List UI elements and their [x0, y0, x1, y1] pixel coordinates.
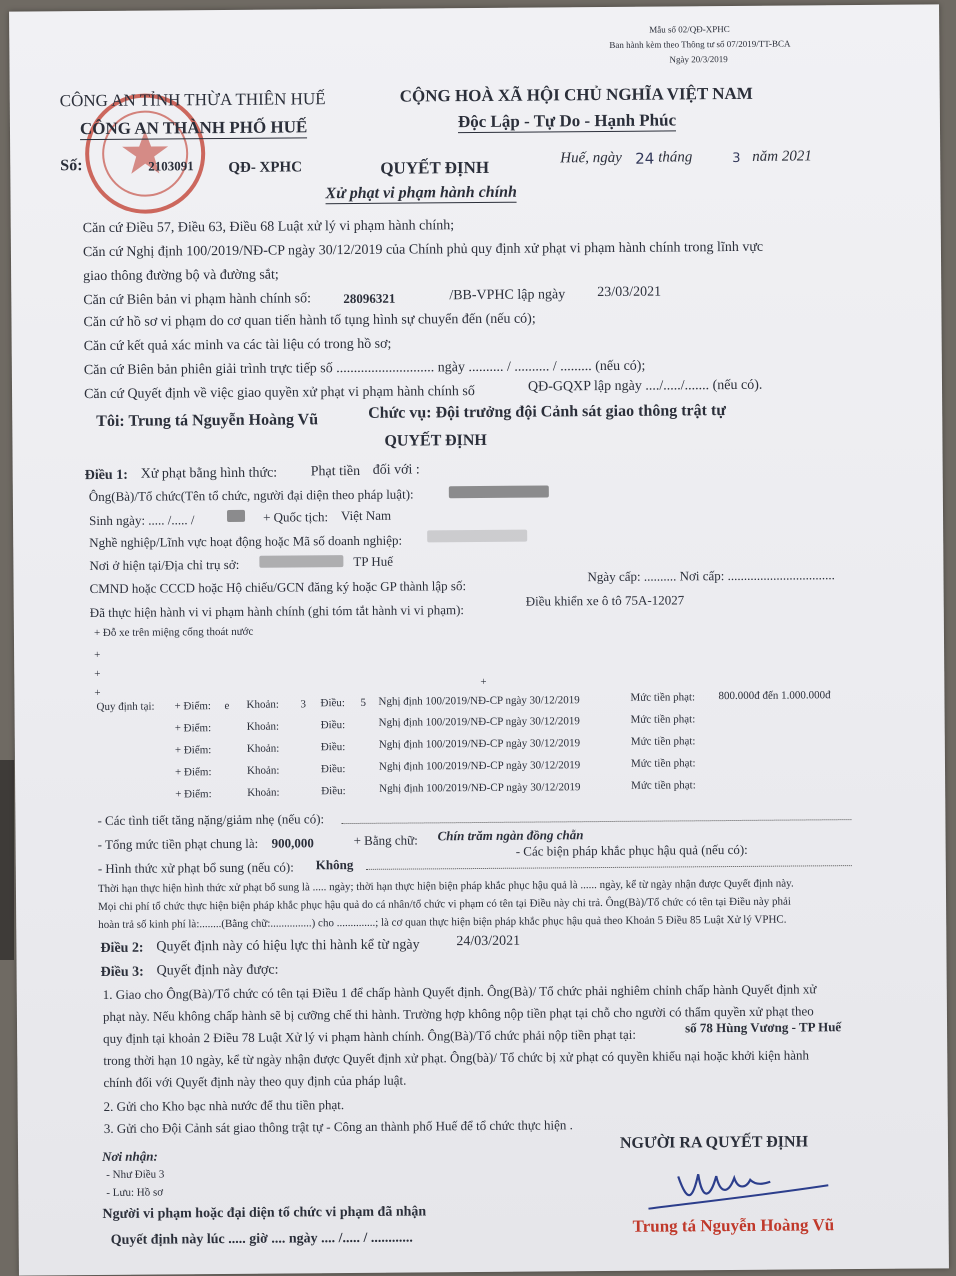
basis-3-label: Căn cứ Biên bản vi phạm hành chính số: [83, 291, 312, 309]
address-city: TP Huế [353, 553, 394, 569]
basis-7a: Căn cứ Quyết định về việc giao quyền xử phạt vi phạm hành chính số [84, 384, 475, 403]
issue-date-line: Ngày cấp: .......... Nơi cấp: ................................. [587, 567, 835, 585]
decide-heading: QUYẾT ĐỊNH [384, 431, 487, 450]
basis-1: Căn cứ Điều 57, Điều 63, Điều 68 Luật xử lý vi phạm hành chính; [82, 218, 455, 237]
date-month-label: tháng [658, 149, 693, 166]
reg-khoan-value: 3 [300, 698, 307, 711]
redacted-address [259, 555, 343, 568]
reg-dieu-label: Điều: [321, 785, 346, 798]
reg-khoan-label: Khoản: [246, 742, 280, 755]
reg-diem-label: + Điểm: [174, 722, 212, 735]
dieu2-text: Quyết định này có hiệu lực thi hành kể từ ngày [156, 937, 420, 955]
reg-dieu-label: Điều: [320, 741, 346, 754]
receipt-line2: Quyết định này lúc ..... giờ .... ngày .... /..... / ............ [110, 1230, 413, 1248]
dieu2-date: 24/03/2021 [456, 933, 521, 950]
so-number: 2103091 [148, 158, 194, 174]
reg-fine-label: Mức tiền phạt: [630, 691, 696, 704]
date-day: 24 [635, 149, 655, 168]
decision-title: QUYẾT ĐỊNH [380, 157, 490, 178]
dieu3-p1b: phạt này. Nếu không chấp hành sẽ bị cưỡng chế thi hành. Trường hợp không nộp tiền phạt tại chỗ cho người có thẩm quyền xử phạt theo [102, 1003, 814, 1024]
dieu3-p2: 2. Gửi cho Kho bạc nhà nước để thu tiền phạt. [103, 1097, 345, 1114]
reg-fine-label: Mức tiền phạt: [630, 735, 696, 748]
violation-item-1: + Đỗ xe trên miệng cống thoát nước [93, 625, 254, 640]
redacted-dob [227, 510, 245, 522]
nationality-value: Việt Nam [340, 507, 392, 524]
recipient-1: - Như Điều 3 [106, 1168, 165, 1181]
dieu3-label: Điều 3: [100, 964, 144, 980]
reg-khoan-label: Khoản: [246, 698, 279, 711]
nation-line2: Độc Lập - Tự Do - Hạnh Phúc [457, 110, 677, 132]
basis-5: Căn cứ kết quả xác minh va các tài liệu có trong hồ sơ; [83, 336, 392, 355]
dieu3-text: Quyết định này được: [156, 962, 279, 979]
small-print-3: hoàn trả số kinh phí là:........(Bằng chữ:...............) cho ..............; là cơ quan thực hiện biện pháp khắc phục hậu quả theo Khoản 5 Điều 85 Luật Xử lý VPHC. [98, 913, 787, 931]
reg-dieu-label: Điều: [320, 697, 345, 710]
basis-4: Căn cứ hồ sơ vi phạm do cơ quan tiến hành tố tụng hình sự chuyển đến (nếu có); [83, 311, 536, 331]
dieu2-label: Điều 2: [100, 940, 144, 956]
extra-value: Không [315, 856, 354, 873]
reg-dieu-label: Điều: [320, 719, 346, 732]
reg-khoan-label: Khoản: [246, 720, 280, 733]
reg-dieu-label: Điều: [320, 763, 346, 776]
dob-label: Sinh ngày: ..... /..... / [88, 512, 195, 529]
violation-item-4: + [94, 686, 101, 700]
reg-decree: Nghị định 100/2019/NĐ-CP ngày 30/12/2019 [378, 715, 580, 729]
reg-fine-value: 800.000đ đến 1.000.000đ [718, 689, 831, 703]
dieu3-p3: 3. Gửi cho Đội Cảnh sát giao thông trật tự - Công an thành phố Huế để tổ chức thực hiện . [103, 1117, 573, 1136]
date-prefix: Huế, ngày [560, 149, 622, 167]
reg-dieu-value: 5 [360, 696, 367, 709]
basis-3-number: 28096321 [343, 290, 396, 307]
reg-decree: Nghị định 100/2019/NĐ-CP ngày 30/12/2019 [378, 737, 581, 751]
redacted-job [427, 530, 527, 543]
so-label: Số: [60, 157, 83, 175]
violation-label: Đã thực hiện hành vi vi phạm hành chính (ghi tóm tắt hành vi vi phạm): [89, 602, 465, 621]
dieu3-p1d: trong thời hạn 10 ngày, kể từ ngày nhận được Quyết định xử phạt. Ông(bà)/ Tổ chức bị xử phạt có quyền khiếu nại hoặc khởi kiện hành [103, 1047, 810, 1068]
signer-title: NGƯỜI RA QUYẾT ĐỊNH [619, 1133, 809, 1152]
nationality-label: + Quốc tịch: [262, 509, 329, 525]
reg-diem-label: + Điểm: [175, 788, 212, 801]
circumstances-label: - Các tình tiết tăng nặng/giảm nhẹ (nếu có): [97, 811, 325, 829]
in-words-label: + Bằng chữ: [353, 832, 418, 848]
person-label: Ông(Bà)/Tổ chức(Tên tổ chức, người đại diện theo pháp luật): [88, 486, 414, 505]
extra-label: - Hình thức xử phạt bổ sung (nếu có): [97, 859, 294, 877]
nation-line1: CỘNG HOÀ XÃ HỘI CHỦ NGHĨA VIỆT NAM [399, 83, 753, 106]
remedy-label: - Các biện pháp khắc phục hậu quả (nếu có): [515, 841, 748, 859]
background-edge-left [0, 760, 14, 960]
dieu1-label: Điều 1: [84, 467, 128, 484]
basis-3-date: 23/03/2021 [597, 284, 662, 301]
reg-decree: Nghị định 100/2019/NĐ-CP ngày 30/12/2019 [379, 781, 581, 795]
job-label: Nghề nghiệp/Lĩnh vực hoạt động hoặc Mã số doanh nghiệp: [89, 532, 403, 551]
date-year: năm 2021 [752, 148, 812, 165]
document-page [9, 4, 949, 1275]
address-label: Nơi ở hiện tại/Địa chỉ trụ sở: [89, 556, 240, 574]
circumstances-dots [341, 819, 851, 824]
reg-khoan-label: Khoản: [246, 764, 280, 777]
total-value: 900,000 [271, 835, 314, 851]
small-print-1: Thời hạn thực hiện hình thức xử phạt bổ sung là ..... ngày; thời hạn thực hiện biện pháp khắc phục hậu quả là ...... ngày, kể từ ngày nhận được Quyết định này. [97, 877, 794, 896]
id-label: CMND hoặc CCCD hoặc Hộ chiếu/GCN đăng ký hoặc GP thành lập số: [89, 578, 467, 597]
regulation-label: Quy định tại: [96, 700, 155, 714]
recipients-title: Nơi nhận: [101, 1148, 158, 1164]
reg-khoan-label: Khoản: [247, 786, 280, 799]
dieu3-p1c-place: số 78 Hùng Vương - TP Huế [684, 1019, 842, 1036]
basis-6: Căn cứ Biên bản phiên giải trình trực tiếp số ............................ ngày .......... / .......... / ......... (nếu có); [83, 358, 646, 379]
agency-line2: CÔNG AN THÀNH PHỐ HUẾ [79, 117, 308, 139]
dieu1-form: Phạt tiền [310, 463, 361, 480]
reg-diem-label: + Điểm: [174, 700, 212, 713]
form-ref-line3: Ngày 20/3/2019 [669, 54, 728, 65]
form-ref-line2: Ban hành kèm theo Thông tư số 07/2019/TT-BCA [609, 38, 791, 50]
agency-line1: CÔNG AN TỈNH THỪA THIÊN HUẾ [59, 89, 326, 111]
violation-item-3: + [94, 667, 101, 681]
reg-fine-label: Mức tiền phạt: [630, 757, 696, 770]
dieu1-doi-voi: đối với : [372, 462, 420, 478]
extra-dots [366, 865, 852, 870]
officer-name-line: Tôi: Trung tá Nguyễn Hoàng Vũ [96, 411, 319, 430]
signer-name: Trung tá Nguyễn Hoàng Vũ [632, 1215, 835, 1236]
officer-position-line: Chức vụ: Đội trưởng đội Cảnh sát giao thông trật tự [368, 402, 726, 422]
violation-item-2: + [94, 648, 101, 662]
receipt-line1: Người vi phạm hoặc đại diện tổ chức vi phạm đã nhận [102, 1204, 427, 1222]
reg-diem-label: + Điểm: [174, 766, 212, 779]
vehicle-line: Điều khiển xe ô tô 75A-12027 [525, 592, 685, 609]
redacted-name [449, 485, 549, 498]
recipient-2: - Lưu: Hồ sơ [106, 1186, 164, 1199]
basis-2a: Căn cứ Nghị định 100/2019/NĐ-CP ngày 30/12/2019 của Chính phủ quy định xử phạt vi phạm hành chính trong lĩnh vực [82, 239, 764, 261]
reg-fine-label: Mức tiền phạt: [631, 779, 696, 792]
date-month: 3 [732, 150, 741, 166]
decision-subtitle: Xử phạt vi phạm hành chính [325, 183, 517, 203]
so-suffix: QĐ- XPHC [228, 159, 303, 176]
basis-2b: giao thông đường bộ và đường sắt; [83, 267, 279, 285]
violation-plus-center: + [480, 675, 487, 688]
dieu3-p1e: chính đối với Quyết định này theo quy định của pháp luật. [103, 1072, 407, 1090]
reg-decree: Nghị định 100/2019/NĐ-CP ngày 30/12/2019 [378, 759, 581, 773]
basis-3-suffix: /BB-VPHC lập ngày [449, 287, 566, 304]
in-words-value: Chín trăm ngàn đồng chẵn [437, 827, 584, 844]
reg-decree: Nghị định 100/2019/NĐ-CP ngày 30/12/2019 [378, 694, 580, 708]
basis-7b: QĐ-GQXP lập ngày ..../...../....... (nếu có). [527, 377, 763, 395]
reg-diem-value: e [224, 699, 230, 713]
total-label: - Tổng mức tiền phạt chung là: [97, 835, 259, 853]
reg-fine-label: Mức tiền phạt: [630, 713, 696, 726]
dieu3-p1c: quy định tại khoản 2 Điều 78 Luật Xử lý vi phạm hành chính. Ông(Bà)/Tổ chức phải nộp tiền phạt tại: [103, 1026, 637, 1046]
handwritten-signature [638, 1155, 838, 1217]
small-print-2: Mọi chi phí tổ chức thực hiện biện pháp khắc phục hậu quả do cá nhân/tổ chức vi phạm có tên tại Điều này chi trả. Ông(Bà)/Tổ chức có tên tại Điều này phải [98, 895, 791, 913]
dieu1-text: Xử phạt bằng hình thức: [140, 465, 278, 482]
form-ref-line1: Mẫu số 02/QĐ-XPHC [649, 24, 730, 35]
reg-diem-label: + Điểm: [174, 744, 212, 757]
dieu3-p1a: 1. Giao cho Ông(Bà)/Tổ chức có tên tại Điều 1 để chấp hành Quyết định. Ông(Bà)/ Tổ chức phải nghiêm chỉnh chấp hành Quyết định xử [102, 981, 817, 1002]
